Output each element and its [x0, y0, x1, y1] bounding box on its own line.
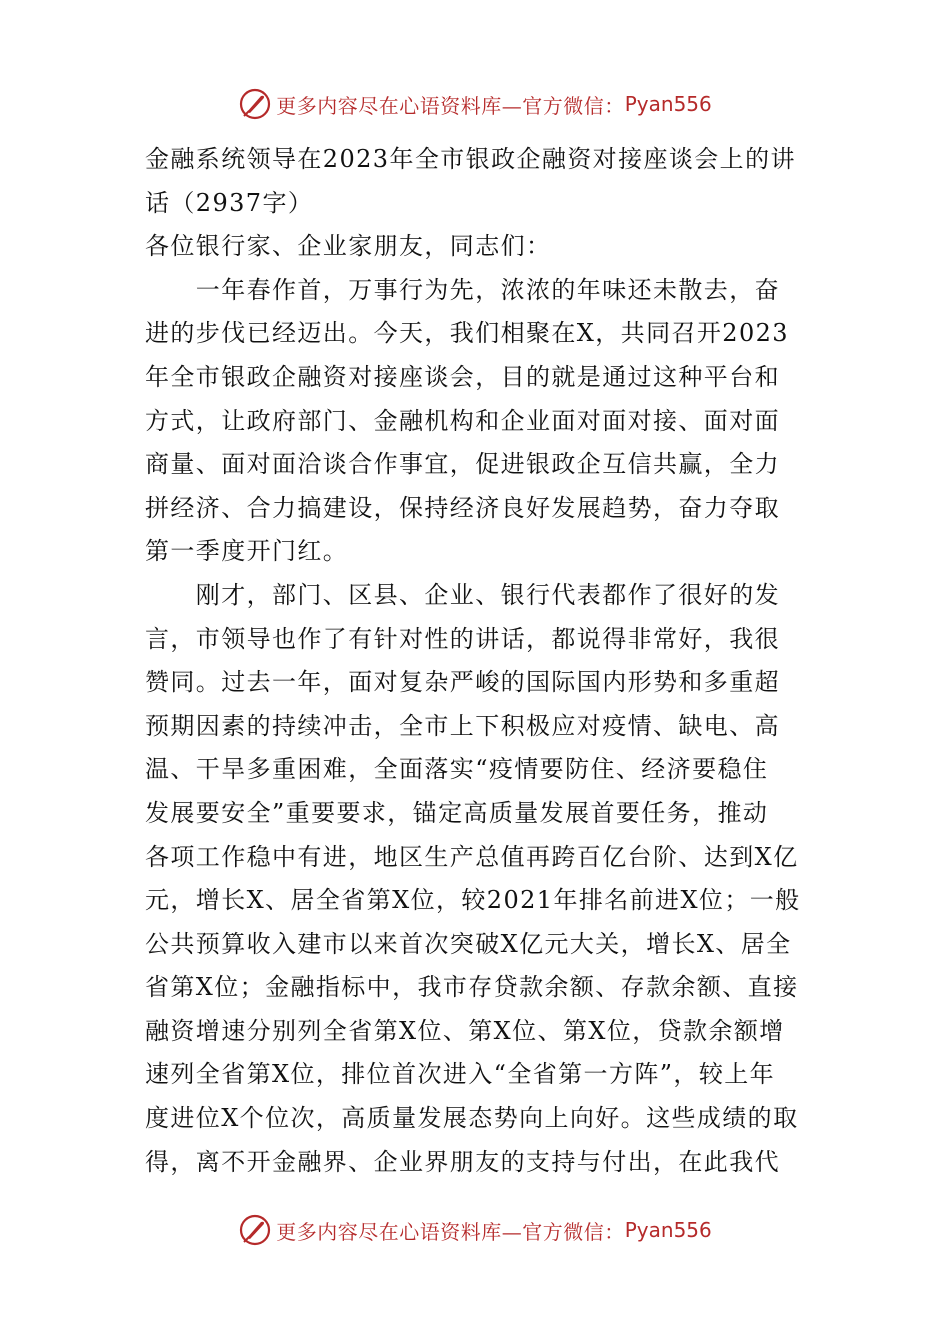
paragraph-2-line: 赞同。过去一年，面对复杂严峻的国际国内形势和多重超: [145, 668, 780, 697]
paragraph-1-line: 进的步伐已经迈出。今天，我们相聚在X，共同召开2023: [145, 319, 789, 348]
paragraph-1-line: 第一季度开门红。: [145, 537, 349, 566]
paragraph-1-line: 方式，让政府部门、金融机构和企业面对面对接、面对面: [145, 406, 780, 435]
title-line: 金融系统领导在2023年全市银政企融资对接座谈会上的讲: [145, 145, 796, 173]
paragraph-2-line: 融资增速分别列全省第X位、第X位、第X位，贷款余额增: [145, 1016, 785, 1045]
paragraph-2-line: 发展要安全”重要要求，锚定高质量发展首要任务，推动: [145, 798, 769, 827]
banner-wechat-id: Pyan556: [624, 1218, 712, 1242]
paragraph-2-line: 言，市领导也作了有针对性的讲话，都说得非常好，我很: [145, 624, 780, 653]
banner-wechat-id: Pyan556: [624, 92, 712, 116]
banner-text: 更多内容尽在心语资料库—官方微信：: [276, 1219, 625, 1244]
paragraph-2-line: 温、干旱多重困难，全面落实“疫情要防住、经济要稳住: [145, 755, 769, 784]
footer-banner: [0, 1210, 950, 1250]
quill-logo-icon: [238, 1213, 272, 1247]
paragraph-2-line: 元，增长X、居全省第X位，较2021年排名前进X位；一般: [145, 886, 801, 915]
paragraph-2-line: 省第X位；金融指标中，我市存贷款余额、存款余额、直接: [145, 973, 799, 1002]
banner-text: 更多内容尽在心语资料库—官方微信：: [276, 93, 625, 118]
title-line: 话（2937字）: [145, 188, 314, 217]
paragraph-2-line: 刚才，部门、区县、企业、银行代表都作了很好的发: [145, 580, 780, 609]
greeting: 各位银行家、企业家朋友，同志们：: [145, 232, 552, 261]
quill-logo-icon: [238, 87, 272, 121]
paragraph-1-line: 商量、面对面洽谈合作事宜，促进银政企互信共赢，全力: [145, 450, 780, 479]
paragraph-2-line: 度进位X个位次，高质量发展态势向上向好。这些成绩的取: [145, 1104, 799, 1133]
paragraph-2-line: 公共预算收入建市以来首次突破X亿元大关，增长X、居全: [145, 929, 792, 958]
paragraph-1-line: 一年春作首，万事行为先，浓浓的年味还未散去，奋: [145, 275, 780, 304]
paragraph-1-line: 拼经济、合力搞建设，保持经济良好发展趋势，奋力夺取: [145, 493, 780, 522]
header-banner: [0, 84, 950, 124]
paragraph-2-line: 各项工作稳中有进，地区生产总值再跨百亿台阶、达到X亿: [145, 842, 799, 871]
paragraph-2-line: 得，离不开金融界、企业界朋友的支持与付出，在此我代: [145, 1147, 780, 1176]
document-body: [145, 138, 807, 1184]
paragraph-2-line: 预期因素的持续冲击，全市上下积极应对疫情、缺电、高: [145, 711, 780, 740]
paragraph-1-line: 年全市银政企融资对接座谈会，目的就是通过这种平台和: [145, 362, 780, 391]
paragraph-2-line: 速列全省第X位，排位首次进入“全省第一方阵”，较上年: [145, 1060, 776, 1089]
